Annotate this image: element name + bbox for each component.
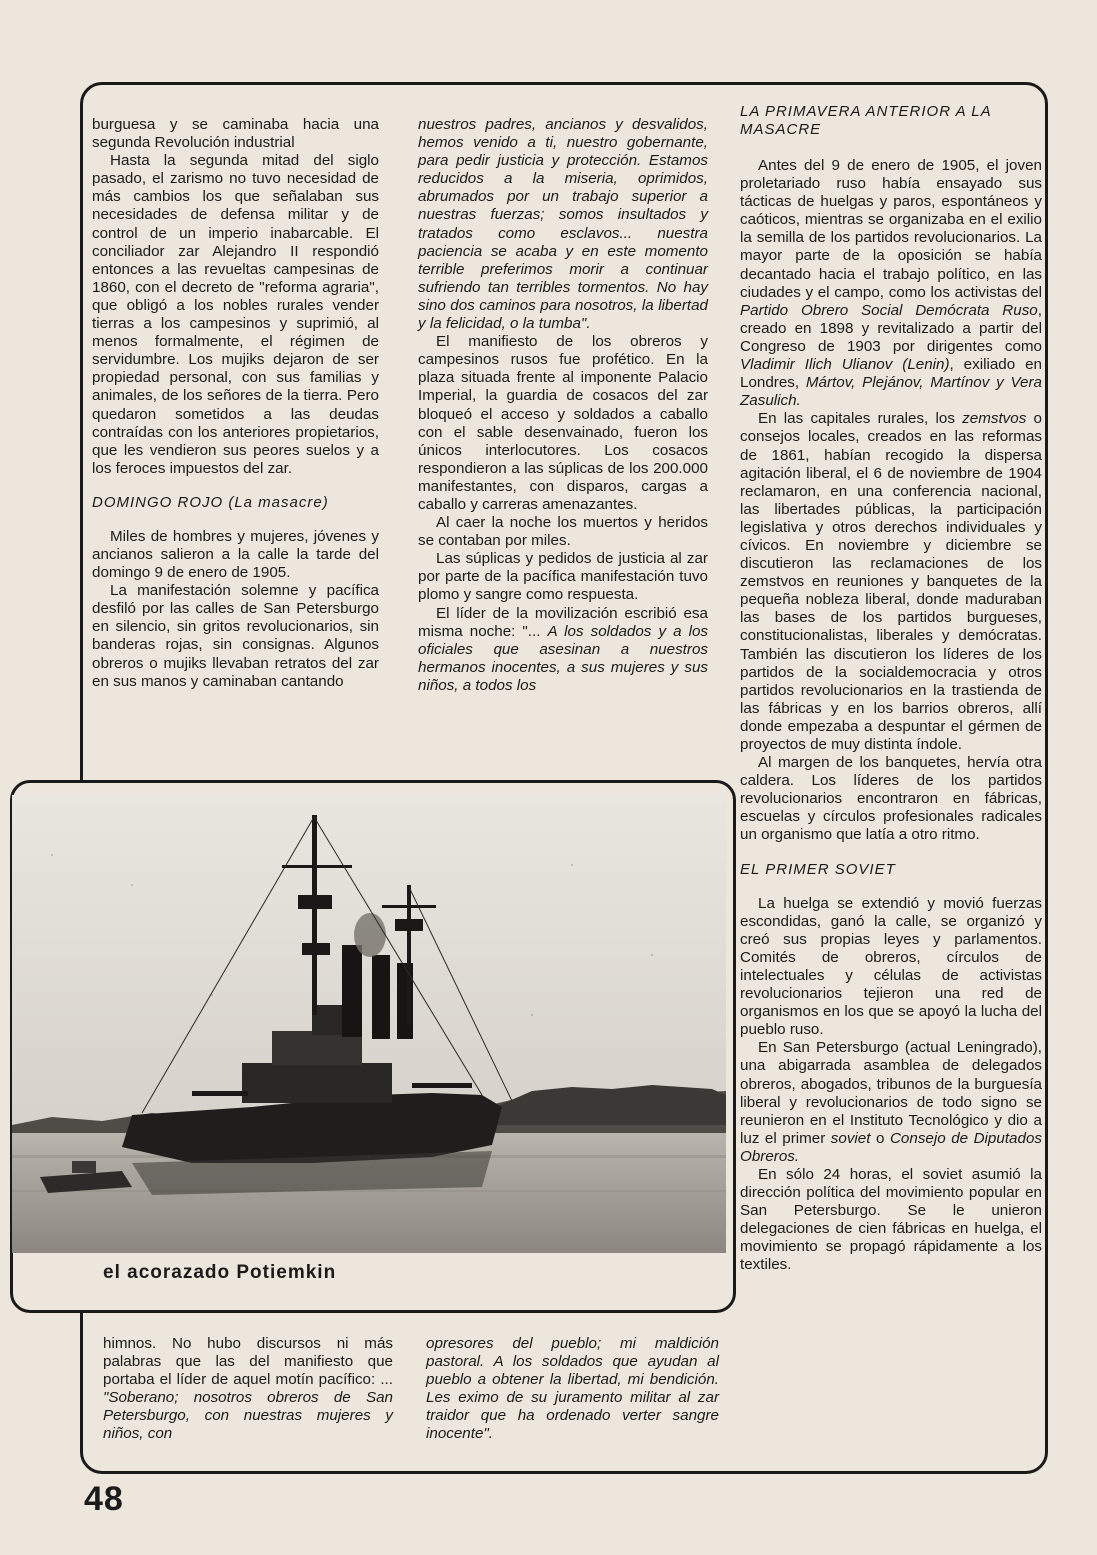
text-run: himnos. No hubo discursos ni más palabras que las del manifiesto que portaba el líder de aquel motín pacífico: ... [103, 1335, 393, 1389]
paragraph: Las súplicas y pedidos de justicia al zar por parte de la pacífica manifestación tuvo plomo y sangre como respuesta. [418, 550, 708, 604]
paragraph [740, 410, 1042, 754]
paragraph: En sólo 24 horas, el soviet asumió la dirección política del movimiento popular en San Petersburgo. Se le unieron delegaciones de cien fábricas en huelga, el movimiento se propagó rápidamente a los textiles. [740, 1165, 1042, 1274]
text-run-italic: Consejo de Diputados Obreros. [740, 1129, 1042, 1165]
text-run-italic: A los soldados y a los oficiales que asesinan a nuestros hermanos inocentes, a sus mujeres y sus niños, a todos los [418, 622, 708, 694]
column-2 [418, 116, 708, 695]
paragraph: Al margen de los banquetes, hervía otra caldera. Los líderes de los partidos revolucionarios encontraron en fábricas, escuelas y círculos profesionales radicales un organismo que latía a otro ritmo. [740, 754, 1042, 844]
paragraph [740, 1039, 1042, 1166]
text-run: o [876, 1129, 885, 1147]
text-run: , exiliado en Londres, [740, 356, 1042, 392]
text-run: En San Petersburgo (actual Leningrado), una abigarrada asamblea de delegados obreros, abogados, tribunos de la burguesía liberal y revolucionarios de todo signo se reunieron en el Instituto Tecnológico y dio a luz el primer [740, 1039, 1042, 1147]
paragraph: Miles de hombres y mujeres, jóvenes y ancianos salieron a la calle la tarde del domingo 9 de enero de 1905. [92, 527, 379, 582]
bottom-column-1 [103, 1335, 393, 1444]
column-3 [740, 103, 1042, 1275]
paragraph: Al caer la noche los muertos y heridos se contaban por miles. [418, 514, 708, 550]
paragraph [418, 605, 708, 695]
text-run: , creado en 1898 y revitalizado a partir del Congreso de 1903 por dirigentes como [740, 301, 1042, 355]
text-run: En las capitales rurales, los [758, 410, 955, 428]
section-heading-primavera: LA PRIMAVERA ANTERIOR A LA MASACRE [740, 103, 992, 138]
text-run: Antes del 9 de enero de 1905, el joven proletariado ruso había ensayado sus tácticas de huelgas y paros, espontáneos y caóticos, mientras se organizaba en el exilio la semilla de los partidos revolucionarios. La mayor parte de la oposición se había decantado hacia el trabajo político, en las ciudades y el campo, como los activistas del [740, 157, 1042, 301]
paragraph: La manifestación solemne y pacífica desfiló por las calles de San Petersburgo en silencio, sin gritos revolucionarios, sin banderas rojas, sin consignas. Algunos obreros o mujiks llevaban retratos del zar en sus manos y caminaban cantando [92, 582, 379, 690]
text-run-italic: Vladimir Ilich Ulianov (Lenin) [740, 356, 950, 374]
paragraph: La huelga se extendió y movió fuerzas escondidas, ganó la calle, se organizó y creó sus propias leyes y parlamentos. Comités de obreros, círculos de intelectuales y células de activistas revolucionarios tejieron una red de organismos en los que se apoyó la lucha del pueblo ruso. [740, 894, 1042, 1039]
text-run-italic: Mártov, Plejánov, Martínov y Vera Zasulich. [740, 374, 1042, 410]
text-run-italic: zemstvos [962, 410, 1027, 428]
page-number: 48 [84, 1480, 124, 1518]
text-run-italic: soviet [830, 1129, 871, 1147]
paragraph-quote: nuestros padres, ancianos y desvalidos, hemos venido a ti, nuestro gobernante, para pedir justicia y protección. Estamos reducidos a la miseria, oprimidos, abrumados por un trabajo superior a nuestras fuerzas; somos insultados y tratados como esclavos... nuestra paciencia se acaba y en este momento terrible preferimos morir a continuar sufriendo tan terribles tormentos. No hay sino dos caminos para nosotros, la libertad y la felicidad, o la tumba". [418, 116, 708, 333]
paragraph [103, 1335, 393, 1444]
text-run-italic: "Soberano; nosotros obreros de San Petersburgo, con nuestras mujeres y niños, con [103, 1389, 393, 1443]
paragraph: burguesa y se caminaba hacia una segunda Revolución industrial [92, 116, 379, 152]
battleship-photo [12, 795, 726, 1253]
section-heading-domingo-rojo: DOMINGO ROJO (La masacre) [92, 493, 329, 511]
photo-caption: el acorazado Potiemkin [103, 1262, 337, 1283]
text-run: El líder de la movilización escribió esa misma noche: "... [418, 604, 708, 640]
text-run-italic: Partido Obrero Social Demócrata Ruso [740, 301, 1038, 319]
text-run: o consejos locales, creados en las reformas de 1861, habían recogido la dispersa agitación liberal, el 6 de noviembre de 1904 reclamaron, en una conferencia nacional, las libertades públicas, la participación legislativa y otros derechos individuales y cívicos. En noviembre y diciembre se discutieron las reclamaciones de los zemstvos en reuniones y banquetes de la pequeña nobleza liberal, donde maduraban las bases de los partidos burgueses, constitucionalistas, liberales y demócratas. También las discutieron los líderes de los partidos de la socialdemocracia y otros partidos revolucionarios en la trastienda de las fábricas y en los barrios obreros, allí donde empezaba a despuntar el gérmen de proyectos de muy distinta índole. [740, 410, 1042, 753]
paragraph: Hasta la segunda mitad del siglo pasado, el zarismo no tuvo necesidad de más cambios los que señalaban sus necesidades de defensa militar y de control de un imperio inabarcable. El conciliador zar Alejandro II respondió entonces a las revueltas campesinas de 1860, con el decreto de "reforma agraria", que obligó a los nobles rurales vender tierras a los campesinos y suprimió, al menos formalmente, el régimen de servidumbre. Los mujiks dejaron de ser propiedad personal, con sus familias y animales, de los señores de la tierra. Pero quedaron sometidos a las deudas contraídas con los anteriores propietarios, que les vendieron sus peores suelos y a los feroces impuestos del zar. [92, 152, 379, 477]
column-1 [92, 116, 379, 691]
bottom-column-2 [426, 1335, 719, 1444]
paragraph: El manifiesto de los obreros y campesinos rusos fue profético. En la plaza situada frente al imponente Palacio Imperial, la guardia de cosacos del zar bloqueó el acceso y soldados a caballo con el sable desenvainado, fueron los únicos interlocutores. Los cosacos respondieron a las súplicas de los 200.000 manifestantes, con disparos, cargas a caballo y carreras amenazantes. [418, 333, 708, 513]
paragraph-quote: opresores del pueblo; mi maldición pastoral. A los soldados que ayudan al pueblo a obtener la libertad, mi bendición. Les eximo de su juramento militar al zar traidor que ha ordenado verter sangre inocente". [426, 1335, 719, 1443]
paragraph [740, 157, 1042, 410]
section-heading-primer-soviet: EL PRIMER SOVIET [740, 860, 896, 878]
